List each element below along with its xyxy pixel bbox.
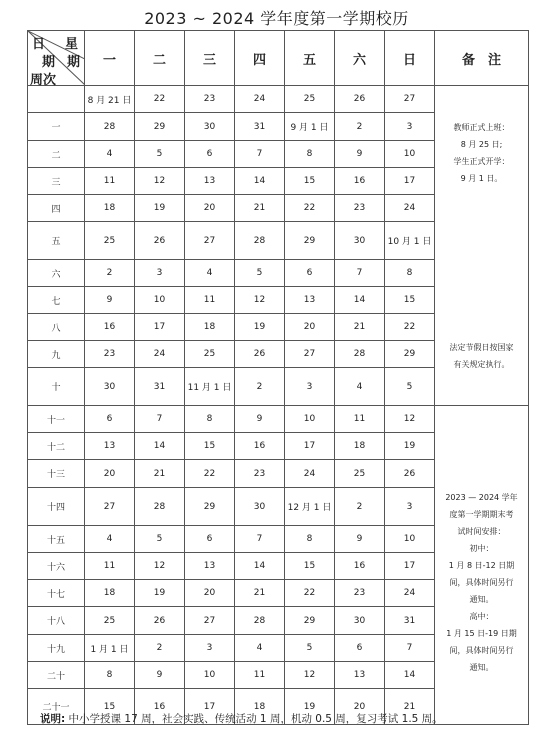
date-cell: 26 [385, 460, 435, 488]
date-cell: 28 [235, 607, 285, 635]
note-line: 2023 — 2024 学年 [445, 492, 518, 502]
date-cell: 9 [335, 526, 385, 553]
week-number-cell: 七 [28, 287, 85, 314]
date-cell: 27 [185, 222, 235, 260]
date-cell: 25 [85, 607, 135, 635]
date-cell: 21 [135, 460, 185, 488]
date-cell: 12 [285, 662, 335, 689]
date-cell: 14 [385, 662, 435, 689]
date-cell: 10 [185, 662, 235, 689]
note-line: 度第一学期期末考 [449, 509, 514, 519]
date-cell: 22 [285, 580, 335, 607]
date-cell: 21 [385, 689, 435, 725]
date-cell: 27 [85, 488, 135, 526]
date-cell: 5 [135, 141, 185, 168]
date-cell: 5 [285, 635, 335, 662]
date-cell: 21 [235, 580, 285, 607]
date-cell: 2 [85, 260, 135, 287]
week-number-cell [28, 86, 85, 113]
date-cell: 4 [235, 635, 285, 662]
date-cell: 17 [185, 689, 235, 725]
date-cell: 16 [335, 553, 385, 580]
footer-text: 中小学授课 17 周，社会实践、传统活动 1 周，机动 0.5 周，复习考试 1.5 周。 [68, 713, 443, 725]
date-cell: 20 [185, 195, 235, 222]
notes-header: 备 注 [435, 31, 529, 86]
date-cell: 18 [185, 314, 235, 341]
date-cell: 14 [235, 168, 285, 195]
week-number-cell: 十八 [28, 607, 85, 635]
date-cell: 20 [85, 460, 135, 488]
corner-header-cell [28, 31, 85, 86]
notes-spacer [435, 187, 528, 339]
day-header-thu: 四 [235, 31, 285, 86]
date-cell: 22 [185, 460, 235, 488]
note-line: 初中： [469, 543, 494, 553]
date-cell: 6 [285, 260, 335, 287]
date-cell: 18 [85, 580, 135, 607]
date-cell: 13 [285, 287, 335, 314]
date-cell: 17 [385, 168, 435, 195]
date-cell: 16 [85, 314, 135, 341]
date-cell: 23 [185, 86, 235, 113]
date-cell: 30 [185, 113, 235, 141]
date-cell: 26 [135, 607, 185, 635]
date-cell: 15 [185, 433, 235, 460]
date-cell: 11 月 1 日 [185, 368, 235, 406]
date-cell: 27 [385, 86, 435, 113]
date-cell: 30 [335, 607, 385, 635]
week-number-cell: 十六 [28, 553, 85, 580]
page-title: 2023 ~ 2024 学年度第一学期校历 [144, 9, 409, 28]
date-cell: 11 [185, 287, 235, 314]
date-cell: 13 [185, 168, 235, 195]
date-cell: 7 [385, 635, 435, 662]
week-number-cell: 十五 [28, 526, 85, 553]
note-line: 高中： [469, 611, 494, 621]
date-cell: 9 [135, 662, 185, 689]
date-cell: 3 [135, 260, 185, 287]
date-cell: 15 [285, 168, 335, 195]
date-cell: 25 [185, 341, 235, 368]
date-cell: 22 [135, 86, 185, 113]
date-cell: 5 [235, 260, 285, 287]
date-cell: 29 [185, 488, 235, 526]
notes-cell-first-half [435, 86, 529, 406]
day-header-tue: 二 [135, 31, 185, 86]
date-cell: 7 [135, 406, 185, 433]
date-cell: 4 [85, 141, 135, 168]
date-cell: 19 [285, 689, 335, 725]
date-cell: 10 [385, 526, 435, 553]
date-cell: 25 [335, 460, 385, 488]
date-cell: 9 [85, 287, 135, 314]
date-cell: 13 [85, 433, 135, 460]
date-cell: 5 [135, 526, 185, 553]
date-cell: 18 [335, 433, 385, 460]
date-cell: 16 [335, 168, 385, 195]
date-cell: 11 [335, 406, 385, 433]
week-number-cell: 四 [28, 195, 85, 222]
week-number-cell: 十四 [28, 488, 85, 526]
note-line: 9 月 1 日。 [460, 173, 503, 183]
date-cell: 2 [335, 488, 385, 526]
school-calendar-table [27, 30, 529, 725]
week-number-cell: 十三 [28, 460, 85, 488]
note-line: 1 月 15 日-19 日期 [446, 628, 517, 638]
date-cell: 31 [385, 607, 435, 635]
date-cell: 6 [185, 526, 235, 553]
note-line: 通知。 [469, 662, 494, 672]
corner-label-zhouci: 周次 [30, 73, 57, 88]
date-cell: 26 [135, 222, 185, 260]
date-cell: 8 [185, 406, 235, 433]
day-header-wed: 三 [185, 31, 235, 86]
date-cell: 29 [285, 222, 335, 260]
date-cell: 29 [285, 607, 335, 635]
date-cell: 23 [85, 341, 135, 368]
date-cell: 7 [235, 526, 285, 553]
note-line: 间，具体时间另行 [449, 577, 514, 587]
date-cell: 11 [85, 553, 135, 580]
date-cell: 17 [135, 314, 185, 341]
date-cell: 18 [85, 195, 135, 222]
date-cell: 13 [185, 553, 235, 580]
date-cell: 18 [235, 689, 285, 725]
date-cell: 6 [335, 635, 385, 662]
date-cell: 26 [235, 341, 285, 368]
date-cell: 26 [335, 86, 385, 113]
date-cell: 27 [285, 341, 335, 368]
date-cell: 2 [135, 635, 185, 662]
date-cell: 22 [285, 195, 335, 222]
week-number-cell: 六 [28, 260, 85, 287]
date-cell: 9 [235, 406, 285, 433]
date-cell: 8 [85, 662, 135, 689]
week-number-cell: 十 [28, 368, 85, 406]
date-cell: 21 [235, 195, 285, 222]
date-cell: 17 [285, 433, 335, 460]
date-cell: 4 [335, 368, 385, 406]
date-cell: 3 [385, 113, 435, 141]
date-cell: 23 [335, 195, 385, 222]
date-cell: 15 [285, 553, 335, 580]
notes-cell-second-half [435, 406, 529, 725]
date-cell: 12 [135, 553, 185, 580]
date-cell: 8 [285, 526, 335, 553]
date-cell: 19 [135, 580, 185, 607]
date-cell: 2 [335, 113, 385, 141]
date-cell: 28 [85, 113, 135, 141]
week-number-cell: 三 [28, 168, 85, 195]
week-number-cell: 八 [28, 314, 85, 341]
date-cell: 20 [335, 689, 385, 725]
date-cell: 20 [185, 580, 235, 607]
date-cell: 4 [85, 526, 135, 553]
date-cell: 25 [85, 222, 135, 260]
date-cell: 6 [185, 141, 235, 168]
date-cell: 30 [335, 222, 385, 260]
date-cell: 29 [385, 341, 435, 368]
day-header-sat: 六 [335, 31, 385, 86]
date-cell: 19 [385, 433, 435, 460]
date-cell: 17 [385, 553, 435, 580]
notes-spacer [435, 455, 528, 489]
corner-label-qi1: 期 [42, 55, 56, 70]
date-cell: 8 [385, 260, 435, 287]
date-cell: 30 [235, 488, 285, 526]
corner-label-qi2: 期 [66, 55, 80, 70]
week-number-cell: 十二 [28, 433, 85, 460]
date-cell: 4 [185, 260, 235, 287]
date-cell: 14 [335, 287, 385, 314]
date-cell: 28 [335, 341, 385, 368]
date-cell: 24 [135, 341, 185, 368]
date-cell: 24 [235, 86, 285, 113]
date-cell: 19 [135, 195, 185, 222]
note-line: 间，具体时间另行 [449, 645, 514, 655]
date-cell: 10 月 1 日 [385, 222, 435, 260]
date-cell: 15 [385, 287, 435, 314]
week-number-cell: 十九 [28, 635, 85, 662]
header-row [28, 31, 529, 86]
date-cell: 6 [85, 406, 135, 433]
date-cell: 1 月 1 日 [85, 635, 135, 662]
date-cell: 10 [135, 287, 185, 314]
date-cell: 15 [85, 689, 135, 725]
date-cell: 8 [285, 141, 335, 168]
week-row [28, 406, 529, 433]
day-header-fri: 五 [285, 31, 335, 86]
date-cell: 3 [385, 488, 435, 526]
date-cell: 31 [235, 113, 285, 141]
week-number-cell: 二十一 [28, 689, 85, 725]
week-row [28, 86, 529, 113]
note-line: 试时间安排： [457, 526, 506, 536]
date-cell: 31 [135, 368, 185, 406]
date-cell: 9 月 1 日 [285, 113, 335, 141]
date-cell: 21 [335, 314, 385, 341]
week-number-cell: 二 [28, 141, 85, 168]
date-cell: 2 [235, 368, 285, 406]
week-number-cell: 十七 [28, 580, 85, 607]
note-line: 通知。 [469, 594, 494, 604]
date-cell: 3 [285, 368, 335, 406]
note-line: 法定节假日按国家 [449, 342, 514, 352]
week-number-cell: 五 [28, 222, 85, 260]
date-cell: 16 [135, 689, 185, 725]
date-cell: 28 [235, 222, 285, 260]
date-cell: 29 [135, 113, 185, 141]
day-header-mon: 一 [85, 31, 135, 86]
date-cell: 3 [185, 635, 235, 662]
date-cell: 7 [235, 141, 285, 168]
date-cell: 5 [385, 368, 435, 406]
date-cell: 10 [385, 141, 435, 168]
date-cell: 9 [335, 141, 385, 168]
date-cell: 24 [385, 580, 435, 607]
date-cell: 20 [285, 314, 335, 341]
corner-label-xing: 星 [64, 37, 78, 52]
date-cell: 14 [135, 433, 185, 460]
date-cell: 14 [235, 553, 285, 580]
date-cell: 7 [335, 260, 385, 287]
date-cell: 25 [285, 86, 335, 113]
footer-note [40, 711, 443, 726]
date-cell: 23 [335, 580, 385, 607]
note-line: 有关规定执行。 [453, 359, 510, 369]
date-cell: 19 [235, 314, 285, 341]
date-cell: 24 [385, 195, 435, 222]
footer-label: 说明: [40, 713, 66, 725]
date-cell: 12 月 1 日 [285, 488, 335, 526]
date-cell: 27 [185, 607, 235, 635]
date-cell: 16 [235, 433, 285, 460]
note-line: 学生正式开学： [453, 156, 510, 166]
week-number-cell: 九 [28, 341, 85, 368]
week-number-cell: 十一 [28, 406, 85, 433]
date-cell: 11 [85, 168, 135, 195]
note-line: 8 月 25 日; [460, 139, 503, 149]
date-cell: 24 [285, 460, 335, 488]
note-line: 1 月 8 日-12 日期 [448, 560, 515, 570]
date-cell: 11 [235, 662, 285, 689]
date-cell: 10 [285, 406, 335, 433]
date-cell: 22 [385, 314, 435, 341]
date-cell: 23 [235, 460, 285, 488]
date-cell: 12 [135, 168, 185, 195]
week-number-cell: 二十 [28, 662, 85, 689]
date-cell: 13 [335, 662, 385, 689]
date-cell: 30 [85, 368, 135, 406]
corner-label-ri: 日 [32, 37, 46, 52]
week-number-cell: 一 [28, 113, 85, 141]
day-header-sun: 日 [385, 31, 435, 86]
date-cell: 12 [235, 287, 285, 314]
date-cell: 28 [135, 488, 185, 526]
date-cell: 12 [385, 406, 435, 433]
date-cell: 8 月 21 日 [85, 86, 135, 113]
note-line: 教师正式上班： [453, 122, 510, 132]
